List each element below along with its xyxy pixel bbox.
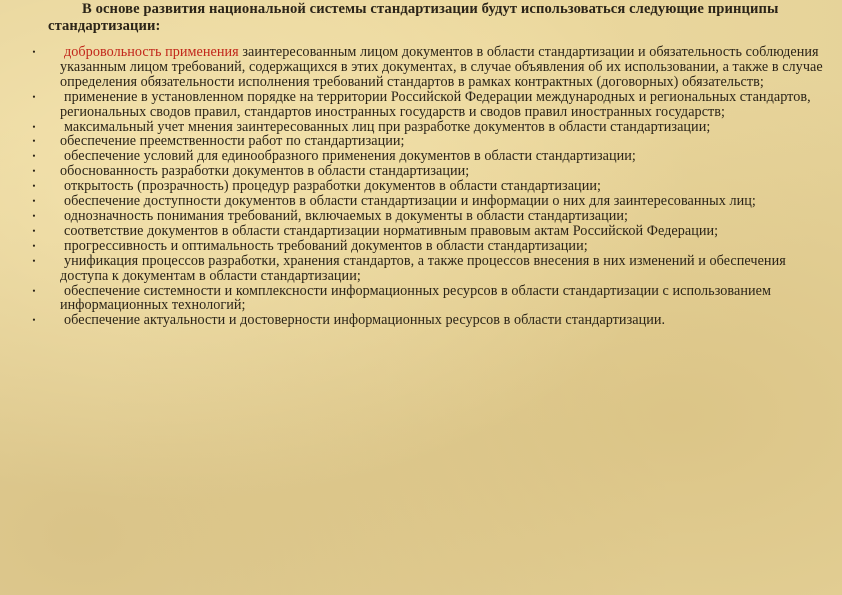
- list-item-text: унификация процессов разработки, хранения стандартов, а также процессов внесения в них изменений и обеспечения доступа к документам в области стандартизации;: [60, 252, 786, 284]
- bullet-icon: •: [32, 121, 36, 132]
- list-item: [28, 149, 828, 164]
- bullet-icon: •: [32, 166, 36, 177]
- bullet-icon: •: [32, 285, 36, 296]
- list-item-text: обеспечение доступности документов в области стандартизации и информации о них для заинтересованных лиц;: [64, 193, 756, 210]
- list-item-text: максимальный учет мнения заинтересованных лиц при разработке документов в области стандартизации;: [64, 118, 711, 135]
- highlighted-term: добровольность применения: [64, 44, 239, 60]
- list-item: [28, 134, 828, 149]
- list-item: [28, 90, 828, 120]
- bullet-icon: •: [32, 315, 36, 326]
- heading: В основе развития национальной системы стандартизации будут использоваться следующие принципы стандартизации:: [48, 1, 779, 34]
- list-item: [28, 45, 828, 90]
- list-item: [28, 254, 828, 284]
- list-item: [28, 209, 828, 224]
- list-item: [28, 284, 828, 314]
- bullet-icon: •: [32, 151, 36, 162]
- bullet-icon: •: [32, 196, 36, 207]
- bullet-icon: •: [32, 240, 36, 251]
- principles-list: [28, 45, 828, 328]
- list-item-text: обоснованность разработки документов в области стандартизации;: [60, 163, 470, 180]
- list-item: [28, 224, 828, 239]
- list-item: [28, 164, 828, 179]
- list-item: [28, 179, 828, 194]
- list-item-text: обеспечение преемственности работ по стандартизации;: [60, 133, 405, 150]
- list-item-text: открытость (прозрачность) процедур разработки документов в области стандартизации;: [64, 178, 601, 195]
- list-item: [28, 194, 828, 209]
- bullet-icon: •: [32, 181, 36, 192]
- list-item: [28, 313, 828, 328]
- list-item-text: соответствие документов в области стандартизации нормативным правовым актам Российской Федерации;: [64, 222, 719, 239]
- list-item-text: обеспечение актуальности и достоверности информационных ресурсов в области стандартизации.: [64, 312, 666, 329]
- bullet-icon: •: [32, 210, 36, 221]
- bullet-icon: •: [32, 91, 36, 102]
- list-item-text: заинтересованным лицом документов в области стандартизации и обязательность соблюдения указанным лицом требований, содержащихся в этих документах, в случае объявления об их использовании, а также в случае определения обязательности исполнения требований стандартов в рамках контрактных (договорных) обязательств;: [60, 44, 823, 90]
- bullet-icon: •: [32, 47, 36, 57]
- list-item-text: применение в установленном порядке на территории Российской Федерации международных и региональных стандартов, региональных сводов правил, стандартов иностранных государств и сводов правил иностранных государств;: [60, 88, 811, 120]
- bullet-icon: •: [32, 136, 36, 147]
- list-item-text: однозначность понимания требований, включаемых в документы в области стандартизации;: [64, 207, 628, 224]
- list-item-text: обеспечение системности и комплексности информационных ресурсов в области стандартизации с использованием информационных технологий;: [60, 282, 771, 314]
- bullet-icon: •: [32, 225, 36, 236]
- list-item-text: прогрессивность и оптимальность требований документов в области стандартизации;: [64, 237, 588, 254]
- list-item: [28, 120, 828, 135]
- list-item: [28, 239, 828, 254]
- bullet-icon: •: [32, 255, 36, 266]
- list-item-text: обеспечение условий для единообразного применения документов в области стандартизации;: [64, 148, 636, 165]
